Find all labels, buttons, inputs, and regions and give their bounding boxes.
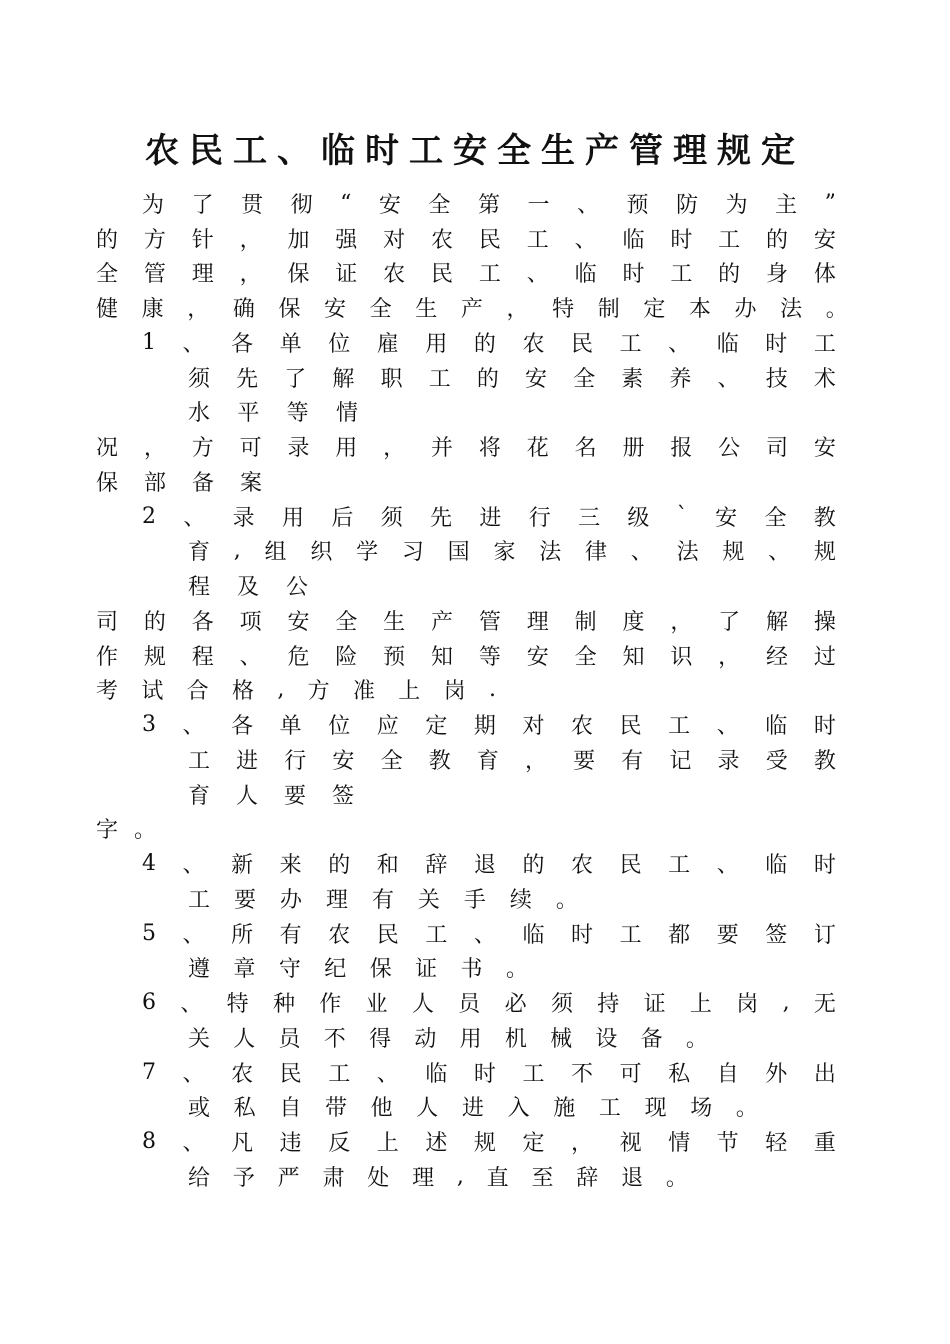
- text-line: 育 人 要 签: [188, 783, 354, 809]
- text-line: 健 康 ， 确 保 安 全 生 产 ， 特 制 定 本 办 法 。: [96, 296, 848, 322]
- text-line: 或 私 自 带 他 人 进 入 施 工 现 场 。: [188, 1095, 758, 1121]
- text-line: 况 ， 方 可 录 用 ， 并 将 花 名 册 报 公 司 安: [96, 435, 836, 461]
- text-line: 水 平 等 情: [188, 400, 358, 426]
- text-line: 全 管 理 ， 保 证 农 民 工 、 临 时 工 的 身 体: [96, 261, 836, 287]
- page-title: 农民工、临时工安全生产管理规定: [145, 131, 805, 171]
- text-line: 程 及 公: [188, 574, 308, 600]
- text-line: 作 规 程 、 危 险 预 知 等 安 全 知 识 ， 经 过: [96, 644, 836, 670]
- text-line: 关 人 员 不 得 动 用 机 械 设 备 。: [188, 1026, 708, 1052]
- list-item: 8 、 凡 违 反 上 述 规 定 ， 视 情 节 轻 重: [142, 1128, 836, 1156]
- text-line: 的 方 针 ， 加 强 对 农 民 工 、 临 时 工 的 安: [96, 227, 836, 253]
- list-item: 5 、 所 有 农 民 工 、 临 时 工 都 要 签 订: [142, 920, 836, 948]
- text-line: 工 进 行 安 全 教 育 ， 要 有 记 录 受 教: [188, 748, 836, 774]
- text-line: 遵 章 守 纪 保 证 书 。: [188, 956, 528, 982]
- list-item: 1 、 各 单 位 雇 用 的 农 民 工 、 临 时 工: [142, 329, 836, 357]
- list-item: 2 、 录 用 后 须 先 进 行 三 级 ` 安 全 教: [142, 503, 836, 531]
- text-line: 育 , 组 织 学 习 国 家 法 律 、 法 规 、 规: [188, 537, 836, 565]
- list-item: 3 、 各 单 位 应 定 期 对 农 民 工 、 临 时: [142, 711, 836, 739]
- text-line: 考 试 合 格 , 方 准 上 岗 .: [96, 676, 496, 704]
- text-line: 给 予 严 肃 处 理 , 直 至 辞 退 。: [188, 1163, 688, 1191]
- list-item: 6 、 特 种 作 业 人 员 必 须 持 证 上 岗 , 无: [142, 989, 836, 1017]
- text-line: 保 部 备 案: [96, 470, 262, 496]
- text-line: 工 要 办 理 有 关 手 续 。: [188, 887, 578, 913]
- text-line: 司 的 各 项 安 全 生 产 管 理 制 度 ， 了 解 操: [96, 609, 836, 635]
- list-item: 4 、 新 来 的 和 辞 退 的 农 民 工 、 临 时: [142, 850, 836, 878]
- text-line: 为 了 贯 彻 “ 安 全 第 一 、 预 防 为 主 ”: [142, 190, 836, 218]
- text-line: 字 。: [96, 817, 156, 843]
- text-line: 须 先 了 解 职 工 的 安 全 素 养 、 技 术: [188, 366, 836, 392]
- list-item: 7 、 农 民 工 、 临 时 工 不 可 私 自 外 出: [142, 1059, 836, 1087]
